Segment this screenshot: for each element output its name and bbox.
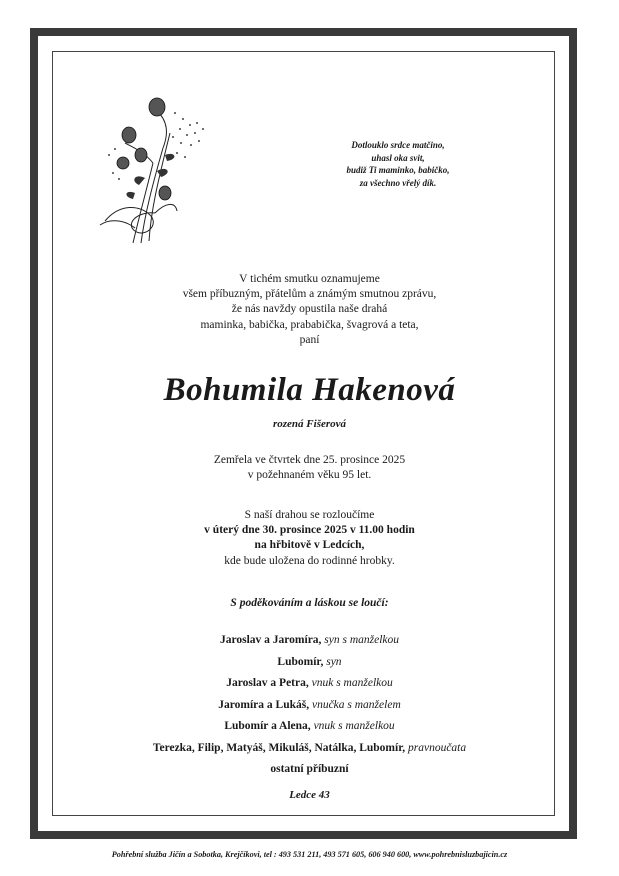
announcement-intro	[0, 272, 619, 348]
family-names: Jaroslav a Jaromíra,	[219, 634, 322, 646]
family-row	[0, 716, 619, 738]
family-relation: vnuk s manželkou	[308, 677, 393, 689]
death-line: v požehnaném věku 95 let.	[247, 469, 372, 482]
funeral-info	[0, 508, 619, 569]
thanks-heading: S poděkováním a láskou se loučí:	[230, 597, 389, 609]
poem-line: uhasl oka svit,	[371, 152, 425, 163]
intro-line: paní	[299, 333, 320, 346]
family-names: Lubomír,	[277, 655, 324, 668]
funeral-line: kde bude uložena do rodinné hrobky.	[224, 554, 395, 567]
rose-bouquet-icon	[95, 93, 215, 248]
family-names: Jaromíra a Lukáš,	[218, 698, 310, 711]
poem-line: Dotlouklo srdce matčino,	[351, 140, 445, 150]
family-relation: syn s manželkou	[321, 634, 400, 646]
intro-line: že nás navždy opustila naše drahá	[231, 303, 388, 316]
intro-line: V tichém smutku oznamujeme	[239, 273, 380, 285]
family-row	[0, 759, 619, 781]
family-row	[0, 652, 619, 674]
poem	[318, 139, 478, 189]
poem-line: budiž Ti maminko, babičko,	[346, 165, 450, 175]
funeral-line: S naší drahou se rozloučíme	[244, 509, 375, 521]
poem-line: za všechno vřelý dík.	[359, 177, 437, 188]
address: Ledce 43	[289, 789, 330, 801]
family-relation: vnuk s manželkou	[310, 720, 395, 732]
family-relation: vnučka s manželem	[309, 698, 401, 711]
funeral-date: v úterý dne 30. prosince 2025 v 11.00 hodin	[204, 524, 415, 537]
family-row	[0, 695, 619, 717]
funeral-service-footer: Pohřební služba Jičín a Sobotka, Krejčíkovi, tel : 493 531 211, 493 571 605, 606 940 600, www.pohrebnisluzbajicin.cz	[111, 850, 508, 859]
maiden-name: rozená Fišerová	[272, 418, 347, 430]
family-names: ostatní příbuzní	[270, 763, 349, 775]
family-row	[0, 738, 619, 760]
family-names: Jaroslav a Petra,	[226, 677, 309, 689]
death-line: Zemřela ve čtvrtek dne 25. prosince 2025	[213, 454, 406, 466]
death-info	[0, 453, 619, 483]
family-row	[0, 630, 619, 652]
intro-line: maminka, babička, prababička, švagrová a teta,	[200, 318, 419, 331]
intro-line: všem příbuzným, přátelům a známým smutnou zprávu,	[182, 288, 437, 301]
family-row	[0, 673, 619, 695]
family-list	[0, 630, 619, 781]
family-relation: syn	[323, 655, 342, 668]
funeral-place: na hřbitově v Ledcích,	[254, 539, 365, 552]
deceased-name: Bohumila Hakenová	[163, 372, 456, 408]
family-names: Terezka, Filip, Matyáš, Mikuláš, Natálka, Lubomír,	[152, 741, 406, 754]
family-names: Lubomír a Alena,	[224, 720, 311, 732]
family-relation: pravnoučata	[405, 741, 467, 754]
